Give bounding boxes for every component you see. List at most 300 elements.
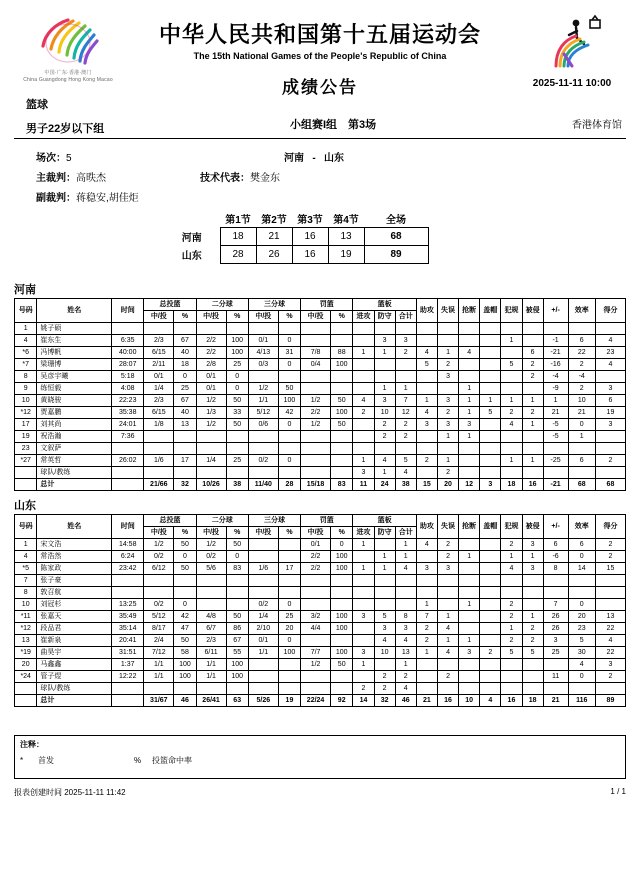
stat-3p-pct: 31 (278, 347, 300, 359)
stat-fg-made: 5/12 (144, 611, 174, 623)
stat-2p-pct: 50 (226, 395, 248, 407)
player-number: 9 (15, 383, 37, 395)
stat-turnovers: 2 (437, 551, 458, 563)
total-ft-made: 22/24 (301, 695, 331, 707)
title-chinese: 中华人民共和国第十五届运动会 (158, 22, 481, 47)
player-name: 常英哲 (37, 455, 112, 467)
stat-ft-made: 1/2 (301, 395, 331, 407)
stat-def-reb: 4 (374, 455, 395, 467)
stat-fg-made: 6/15 (144, 407, 174, 419)
stat-2p-pct: 100 (226, 659, 248, 671)
stat-2p-made: 1/2 (196, 395, 226, 407)
stat-2p-made: 1/2 (196, 419, 226, 431)
th-rebounds: 篮板 (353, 299, 416, 311)
stat-tot-reb (395, 587, 416, 599)
referee-name: 高昳杰 (76, 173, 106, 184)
player-name: 吴彦宇曦 (37, 371, 112, 383)
stat-fg-made: 1/1 (144, 659, 174, 671)
stat-3p-made: 0/6 (248, 419, 278, 431)
stat-points (595, 431, 625, 443)
score-a-q4: 13 (328, 228, 364, 246)
player-number: 20 (15, 659, 37, 671)
stat-plus-minus: -4 (543, 371, 568, 383)
stat-minutes: 28:07 (112, 359, 144, 371)
stat-tot-reb: 5 (395, 455, 416, 467)
total-3p-made: 5/26 (248, 695, 278, 707)
stat-def-reb: 1 (374, 563, 395, 575)
total-3p-made: 11/40 (248, 479, 278, 491)
stat-fg-made (144, 467, 174, 479)
stat-steals (459, 335, 480, 347)
stat-assists (416, 551, 437, 563)
stat-ft-pct: 50 (331, 419, 353, 431)
stat-assists: 2 (416, 455, 437, 467)
stat-ft-pct: 50 (331, 395, 353, 407)
title-block (122, 10, 518, 98)
stat-off-reb (353, 359, 374, 371)
table-row (15, 587, 626, 599)
stat-fouls: 2 (501, 407, 522, 419)
stat-fg-pct (174, 575, 196, 587)
stat-off-reb: 1 (353, 563, 374, 575)
stat-points (595, 683, 625, 695)
stat-turnovers: 2 (437, 539, 458, 551)
stat-blocks (480, 683, 501, 695)
stat-steals (459, 683, 480, 695)
stat-fg-pct: 42 (174, 611, 196, 623)
stat-2p-made: 2/2 (196, 335, 226, 347)
stat-ft-pct (331, 671, 353, 683)
stat-tot-reb: 7 (395, 395, 416, 407)
stat-plus-minus: 11 (543, 671, 568, 683)
stat-fg-made: 1/1 (144, 671, 174, 683)
stat-fouls-drawn (522, 587, 543, 599)
stat-tot-reb: 1 (395, 539, 416, 551)
team-a-table-head (15, 299, 626, 323)
stat-blocks (480, 419, 501, 431)
stat-fg-pct: 58 (174, 647, 196, 659)
stat-off-reb: 2 (353, 683, 374, 695)
stat-tot-reb: 2 (395, 671, 416, 683)
stat-3p-pct: 0 (278, 359, 300, 371)
stat-plus-minus: -5 (543, 431, 568, 443)
th-plusminus: +/- (543, 515, 568, 539)
stat-steals (459, 467, 480, 479)
total-points: 68 (595, 479, 625, 491)
team-a-rows (15, 323, 626, 491)
stat-turnovers: 2 (437, 467, 458, 479)
stat-2p-pct: 25 (226, 455, 248, 467)
stat-plus-minus: -25 (543, 455, 568, 467)
th-points: 得分 (595, 299, 625, 323)
stat-2p-made: 4/8 (196, 611, 226, 623)
stat-2p-made: 1/4 (196, 455, 226, 467)
stat-fouls-drawn (522, 431, 543, 443)
quarter-header-4: 第4节 (333, 215, 359, 226)
th-fouls-drawn: 被侵 (522, 299, 543, 323)
team-b-box-score (14, 514, 626, 707)
stat-def-reb: 2 (374, 431, 395, 443)
stat-2p-pct: 83 (226, 563, 248, 575)
vs-dash: - (312, 153, 316, 164)
stat-fouls: 4 (501, 563, 522, 575)
score-b-q1: 28 (220, 246, 256, 264)
stat-fouls: 2 (501, 611, 522, 623)
total-3p-pct: 19 (278, 695, 300, 707)
stat-steals (459, 371, 480, 383)
stat-efficiency: 20 (568, 611, 595, 623)
stat-3p-made: 0/2 (248, 455, 278, 467)
score-a-q2: 21 (256, 228, 292, 246)
stat-tot-reb: 1 (395, 551, 416, 563)
table-row (15, 395, 626, 407)
total-plus-minus: 21 (543, 695, 568, 707)
stat-def-reb: 4 (374, 635, 395, 647)
table-row (15, 599, 626, 611)
stat-2p-pct: 50 (226, 539, 248, 551)
th-ft-made: 中/投 (301, 527, 331, 539)
stat-tot-reb: 4 (395, 467, 416, 479)
stat-off-reb: 1 (353, 347, 374, 359)
stat-off-reb: 1 (353, 455, 374, 467)
stat-blocks (480, 335, 501, 347)
stat-efficiency: 6 (568, 335, 595, 347)
stat-minutes: 7:36 (112, 431, 144, 443)
table-row (15, 335, 626, 347)
stat-3p-pct (278, 443, 300, 455)
stat-minutes (112, 323, 144, 335)
player-number: 1 (15, 323, 37, 335)
player-name: 张嘉天 (37, 611, 112, 623)
stat-points: 3 (595, 383, 625, 395)
stat-plus-minus: 26 (543, 611, 568, 623)
stat-minutes: 14:58 (112, 539, 144, 551)
total-fg-pct: 32 (174, 479, 196, 491)
total-tot-reb: 38 (395, 479, 416, 491)
stat-3p-made (248, 683, 278, 695)
total-label: 总计 (37, 695, 112, 707)
th-name: 姓名 (37, 515, 112, 539)
stat-steals (459, 623, 480, 635)
stat-fg-made: 6/12 (144, 563, 174, 575)
stat-off-reb: 3 (353, 647, 374, 659)
stat-tot-reb: 8 (395, 611, 416, 623)
stat-off-reb (353, 599, 374, 611)
notes-pct-label: 投篮命中率 (152, 756, 192, 765)
stat-3p-pct: 20 (278, 623, 300, 635)
player-number: 19 (15, 431, 37, 443)
stat-fg-made: 2/3 (144, 335, 174, 347)
stat-assists (416, 671, 437, 683)
stat-def-reb: 3 (374, 335, 395, 347)
stat-blocks (480, 455, 501, 467)
player-name: 敦召航 (37, 587, 112, 599)
stat-steals: 1 (459, 383, 480, 395)
stat-fouls-drawn: 3 (522, 539, 543, 551)
stat-ft-pct (331, 443, 353, 455)
stat-def-reb: 2 (374, 671, 395, 683)
stat-minutes: 22:23 (112, 395, 144, 407)
stat-fg-pct (174, 683, 196, 695)
meta-bar (14, 96, 626, 136)
stat-def-reb: 3 (374, 623, 395, 635)
player-name: 文叙萨 (37, 443, 112, 455)
stat-def-reb (374, 575, 395, 587)
total-label-cell (15, 479, 37, 491)
total-header: 全场 (386, 215, 406, 226)
stat-2p-made: 1/3 (196, 407, 226, 419)
stat-efficiency: -4 (568, 371, 595, 383)
stat-tot-reb (395, 443, 416, 455)
total-blocks: 3 (480, 479, 501, 491)
stat-ft-pct (331, 575, 353, 587)
stat-ft-made (301, 323, 331, 335)
player-number: *7 (15, 359, 37, 371)
stat-fg-pct: 13 (174, 419, 196, 431)
stat-turnovers (437, 599, 458, 611)
stat-2p-pct: 86 (226, 623, 248, 635)
th-fg: 总投篮 (144, 515, 196, 527)
player-number: 10 (15, 395, 37, 407)
stat-def-reb: 1 (374, 347, 395, 359)
stat-assists (416, 587, 437, 599)
stat-ft-pct (331, 371, 353, 383)
stat-assists: 1 (416, 599, 437, 611)
stat-points: 13 (595, 611, 625, 623)
stat-steals (459, 659, 480, 671)
stat-plus-minus: 6 (543, 539, 568, 551)
stat-steals (459, 359, 480, 371)
player-name: 常浩然 (37, 551, 112, 563)
table-row (15, 539, 626, 551)
stat-fg-pct: 67 (174, 335, 196, 347)
stat-fg-pct: 50 (174, 563, 196, 575)
stat-minutes: 35:49 (112, 611, 144, 623)
stat-points: 3 (595, 419, 625, 431)
stat-2p-made: 0/1 (196, 371, 226, 383)
stat-efficiency (568, 443, 595, 455)
stat-fouls-drawn: 1 (522, 611, 543, 623)
stat-3p-made (248, 659, 278, 671)
stat-points: 23 (595, 347, 625, 359)
stat-assists: 5 (416, 359, 437, 371)
stat-minutes (112, 443, 144, 455)
stat-2p-pct: 100 (226, 347, 248, 359)
stat-def-reb: 2 (374, 683, 395, 695)
stat-efficiency: 0 (568, 671, 595, 683)
stat-off-reb: 1 (353, 659, 374, 671)
stat-plus-minus (543, 467, 568, 479)
stat-points (595, 467, 625, 479)
stat-turnovers: 2 (437, 359, 458, 371)
stat-fouls (501, 683, 522, 695)
stat-fouls-drawn: 1 (522, 395, 543, 407)
stat-3p-made: 1/6 (248, 563, 278, 575)
player-number: *6 (15, 347, 37, 359)
score-b-total: 89 (364, 246, 428, 264)
stat-off-reb (353, 575, 374, 587)
th-2p-pct: % (226, 311, 248, 323)
stat-3p-pct (278, 371, 300, 383)
player-number: *24 (15, 671, 37, 683)
stat-def-reb (374, 659, 395, 671)
stat-fg-made: 0/2 (144, 551, 174, 563)
th-2p: 二分球 (196, 515, 248, 527)
stat-2p-made (196, 599, 226, 611)
th-treb: 合计 (395, 311, 416, 323)
score-row-team-b (164, 246, 428, 264)
total-minutes (112, 479, 144, 491)
stat-minutes: 20:41 (112, 635, 144, 647)
stat-blocks (480, 539, 501, 551)
stat-blocks (480, 383, 501, 395)
stat-ft-pct (331, 383, 353, 395)
stat-fg-made: 1/4 (144, 383, 174, 395)
stat-ft-made: 0/1 (301, 539, 331, 551)
stat-blocks: 5 (480, 407, 501, 419)
stat-assists: 1 (416, 647, 437, 659)
stat-3p-made: 4/13 (248, 347, 278, 359)
stat-fouls-drawn (522, 599, 543, 611)
stat-fouls: 1 (501, 335, 522, 347)
stat-ft-made: 3/2 (301, 611, 331, 623)
stat-ft-made: 0/4 (301, 359, 331, 371)
stat-points (595, 371, 625, 383)
stat-steals (459, 455, 480, 467)
total-fouls-drawn: 18 (522, 695, 543, 707)
stat-fouls-drawn (522, 575, 543, 587)
table-row (15, 359, 626, 371)
th-2p-pct: % (226, 527, 248, 539)
stat-tot-reb: 3 (395, 623, 416, 635)
score-b-q4: 19 (328, 246, 364, 264)
stat-fouls-drawn: 2 (522, 359, 543, 371)
stat-assists (416, 683, 437, 695)
stat-off-reb (353, 635, 374, 647)
stat-fouls (501, 323, 522, 335)
table-row (15, 623, 626, 635)
stat-2p-made: 1/2 (196, 539, 226, 551)
player-name: 梁珊博 (37, 359, 112, 371)
stat-steals (459, 323, 480, 335)
stat-def-reb: 1 (374, 383, 395, 395)
player-number (15, 683, 37, 695)
stat-3p-made (248, 671, 278, 683)
player-name: 张子豪 (37, 575, 112, 587)
stat-3p-pct: 0 (278, 455, 300, 467)
stat-turnovers (437, 575, 458, 587)
total-off-reb: 11 (353, 479, 374, 491)
stat-3p-made: 1/2 (248, 383, 278, 395)
stat-fg-pct: 17 (174, 455, 196, 467)
stat-def-reb (374, 587, 395, 599)
stat-steals: 1 (459, 431, 480, 443)
stat-3p-pct (278, 551, 300, 563)
stat-fouls-drawn (522, 671, 543, 683)
referee-label: 主裁判： (36, 173, 76, 184)
th-fouls-drawn: 被侵 (522, 515, 543, 539)
table-row (15, 575, 626, 587)
stat-3p-made: 1/4 (248, 611, 278, 623)
stat-2p-pct (226, 443, 248, 455)
th-2p: 二分球 (196, 299, 248, 311)
notes-starter-label: 首发 (38, 756, 54, 765)
stat-fouls: 1 (501, 551, 522, 563)
stat-fouls: 2 (501, 599, 522, 611)
stat-3p-made: 1/1 (248, 647, 278, 659)
th-steals: 抢断 (459, 299, 480, 323)
total-def-reb: 24 (374, 479, 395, 491)
team-total-row (15, 479, 626, 491)
stat-3p-pct (278, 575, 300, 587)
stat-tot-reb: 2 (395, 431, 416, 443)
stat-tot-reb: 2 (395, 347, 416, 359)
stat-fouls-drawn: 1 (522, 551, 543, 563)
venue-label: 香港体育馆 (572, 120, 622, 131)
stat-2p-made: 2/2 (196, 347, 226, 359)
stat-def-reb (374, 539, 395, 551)
stat-3p-made (248, 431, 278, 443)
stat-turnovers: 3 (437, 371, 458, 383)
quarter-headers (220, 211, 428, 226)
stat-assists: 4 (416, 539, 437, 551)
stat-points: 4 (595, 335, 625, 347)
player-number: *12 (15, 623, 37, 635)
stat-ft-made: 7/8 (301, 347, 331, 359)
stat-tot-reb: 1 (395, 383, 416, 395)
stat-blocks (480, 431, 501, 443)
player-name: 祝浩瀚 (37, 431, 112, 443)
stat-2p-pct: 25 (226, 359, 248, 371)
stat-assists (416, 371, 437, 383)
stat-ft-pct (331, 635, 353, 647)
matchup (284, 149, 344, 164)
stat-minutes: 40:00 (112, 347, 144, 359)
stat-2p-made: 2/8 (196, 359, 226, 371)
stat-def-reb: 2 (374, 419, 395, 431)
stat-2p-made (196, 683, 226, 695)
logo-caption: 中国·广东·香港·澳门 China Guangdong Hong Kong Macao (23, 70, 113, 83)
stat-fg-pct: 0 (174, 599, 196, 611)
stat-assists: 3 (416, 563, 437, 575)
stat-ft-pct: 50 (331, 659, 353, 671)
th-name: 姓名 (37, 299, 112, 323)
stat-off-reb (353, 431, 374, 443)
stat-efficiency: 0 (568, 551, 595, 563)
stat-ft-pct (331, 431, 353, 443)
table-row (15, 671, 626, 683)
document-type-title: 成绩公告 (282, 78, 358, 97)
stat-minutes: 35:14 (112, 623, 144, 635)
stat-fg-made: 0/2 (144, 599, 174, 611)
stat-turnovers: 2 (437, 671, 458, 683)
games-logo (14, 10, 122, 83)
player-number: *19 (15, 647, 37, 659)
stat-steals (459, 443, 480, 455)
stat-fg-made (144, 575, 174, 587)
stat-turnovers: 3 (437, 419, 458, 431)
stat-3p-pct: 17 (278, 563, 300, 575)
stat-3p-made (248, 587, 278, 599)
stat-efficiency: 30 (568, 647, 595, 659)
stat-3p-made (248, 467, 278, 479)
stat-points: 2 (595, 671, 625, 683)
th-fouls: 犯规 (501, 515, 522, 539)
th-3p-made: 中/投 (248, 527, 278, 539)
stat-2p-pct (226, 683, 248, 695)
player-name: 黄晓骏 (37, 395, 112, 407)
stat-def-reb: 10 (374, 407, 395, 419)
